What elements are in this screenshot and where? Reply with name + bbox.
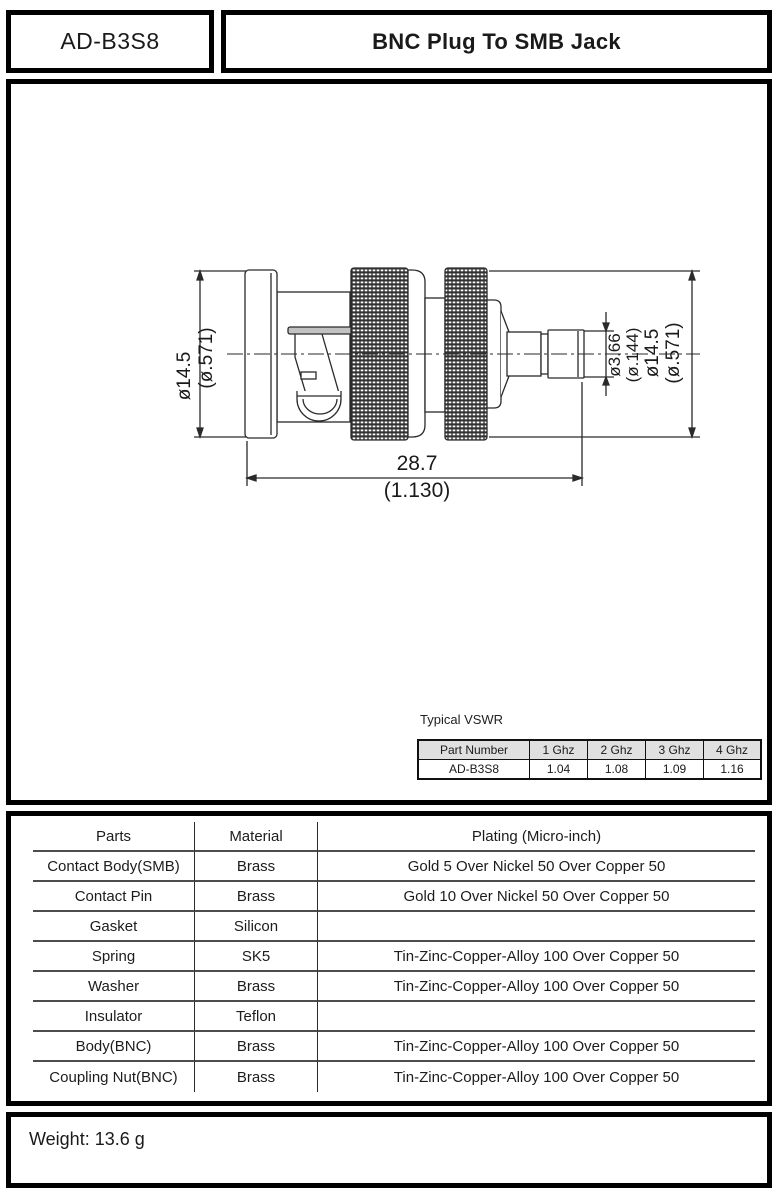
part-name: Contact Pin (33, 882, 195, 912)
dim-right-in: (ø.571) (663, 322, 684, 384)
vswr-col-header: 4 Ghz (703, 741, 760, 760)
parts-col-header: Plating (Micro-inch) (318, 822, 755, 852)
part-number: AD-B3S8 (60, 28, 160, 54)
part-plating: Gold 10 Over Nickel 50 Over Copper 50 (318, 882, 755, 912)
dim-body-in: (ø.571) (196, 327, 217, 389)
part-name: Gasket (33, 912, 195, 942)
part-plating: Tin-Zinc-Copper-Alloy 100 Over Copper 50 (318, 942, 755, 972)
part-name: Contact Body(SMB) (33, 852, 195, 882)
bayonet-notch (301, 372, 316, 379)
part-material: Brass (195, 1062, 318, 1092)
vswr-value: AD-B3S8 (419, 760, 529, 778)
page-title: BNC Plug To SMB Jack (372, 28, 621, 54)
vswr-col-header: Part Number (419, 741, 529, 760)
part-material: Brass (195, 852, 318, 882)
dim-smb-mm: ø3.66 (605, 333, 624, 377)
part-material: Brass (195, 972, 318, 1002)
technical-drawing-box (6, 79, 772, 805)
part-material: Teflon (195, 1002, 318, 1032)
part-name: Coupling Nut(BNC) (33, 1062, 195, 1092)
part-plating: Gold 5 Over Nickel 50 Over Copper 50 (318, 852, 755, 882)
part-material: Brass (195, 882, 318, 912)
middle-barrel (425, 298, 445, 412)
part-material: SK5 (195, 942, 318, 972)
dim-smb-in: (ø.144) (623, 327, 642, 383)
parts-table (33, 822, 755, 1092)
vswr-col-header: 1 Ghz (529, 741, 587, 760)
part-plating: Tin-Zinc-Copper-Alloy 100 Over Copper 50 (318, 1032, 755, 1062)
part-material: Silicon (195, 912, 318, 942)
part-name: Spring (33, 942, 195, 972)
vswr-value: 1.09 (645, 760, 703, 778)
vswr-value: 1.04 (529, 760, 587, 778)
vswr-value: 1.08 (587, 760, 645, 778)
parts-col-header: Material (195, 822, 318, 852)
part-material: Brass (195, 1032, 318, 1062)
dim-length-in: (1.130) (383, 479, 451, 502)
vswr-col-header: 3 Ghz (645, 741, 703, 760)
title-box (221, 10, 772, 73)
connector-drawing (11, 84, 767, 800)
dim-right-mm: ø14.5 (642, 328, 663, 378)
part-plating (318, 1002, 755, 1032)
part-name: Body(BNC) (33, 1032, 195, 1062)
part-plating (318, 912, 755, 942)
weight-text: Weight: 13.6 g (29, 1129, 145, 1149)
part-plating: Tin-Zinc-Copper-Alloy 100 Over Copper 50 (393, 1068, 680, 1086)
dim-body-mm: ø14.5 (174, 351, 195, 401)
part-plating: Tin-Zinc-Copper-Alloy 100 Over Copper 50 (318, 972, 755, 1002)
vswr-label: Typical VSWR (420, 712, 504, 727)
parts-col-header: Parts (33, 822, 195, 852)
part-number-box (6, 10, 214, 73)
vswr-table (417, 739, 762, 780)
part-name: Insulator (33, 1002, 195, 1032)
footer-box (6, 1112, 772, 1188)
vswr-value: 1.16 (703, 760, 760, 778)
dim-length-mm: 28.7 (396, 452, 438, 475)
part-name: Washer (33, 972, 195, 1002)
parts-table-box (6, 811, 772, 1106)
vswr-col-header: 2 Ghz (587, 741, 645, 760)
